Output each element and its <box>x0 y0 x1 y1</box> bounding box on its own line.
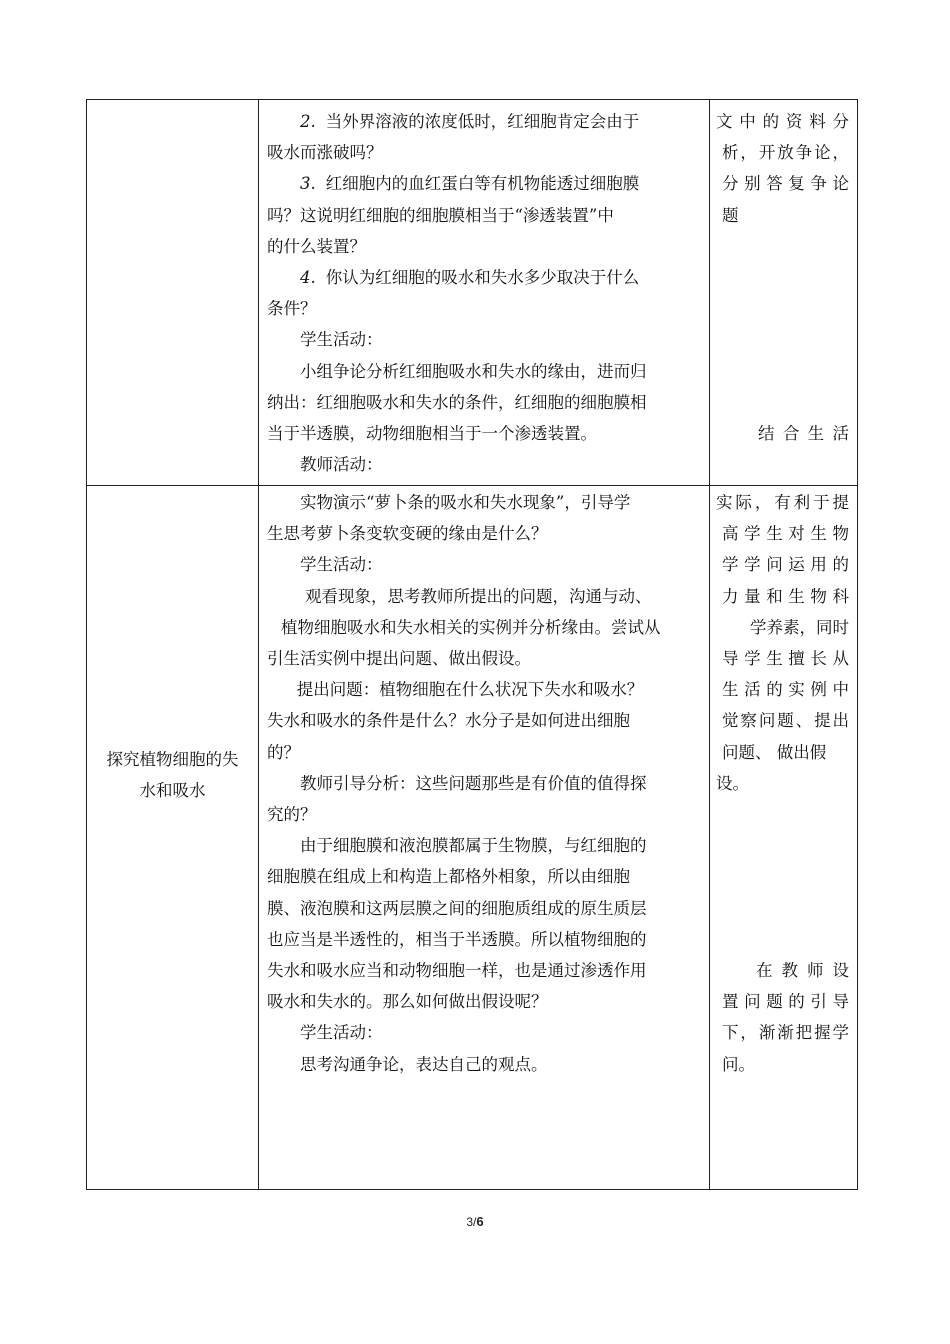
question-3-line <box>267 168 699 199</box>
note-line: 分别答复争论 <box>722 174 849 194</box>
topic-title <box>87 744 258 806</box>
student-activity-label: 学生活动： <box>300 555 383 575</box>
topic-title-line: 水和吸水 <box>139 781 206 801</box>
page-separator: / <box>473 1215 477 1229</box>
question-number: 4. <box>300 268 316 288</box>
reason-line: 也应当是半透性的，相当于半透膜。所以植物细胞的 <box>267 929 647 949</box>
design-intent-cell <box>710 486 857 1080</box>
table-row-red-cell <box>87 100 857 486</box>
question-number: 2. <box>300 112 316 131</box>
guide-line: 究的？ <box>267 805 317 825</box>
note-line: 力量和生物科 <box>722 586 849 606</box>
note-line: 导学生擅长从 <box>722 649 849 669</box>
question-text: 红细胞内的血红蛋白等有机物能透过细胞膜 <box>325 174 640 194</box>
topic-title-line: 探究植物细胞的失 <box>106 750 239 769</box>
note-line: 题 <box>722 205 739 225</box>
question-line: 失水和吸水的条件是什么？水分子是如何进出细胞 <box>267 711 630 731</box>
page-total: 6 <box>476 1214 484 1229</box>
teacher-activity-label: 教师活动： <box>300 455 383 475</box>
note-line: 实际，有利于提 <box>716 493 849 512</box>
note-line: 学养素，同时 <box>750 617 849 637</box>
question-line: 提出问题：植物细胞在什么状况下失水和吸水？ <box>296 680 644 700</box>
note-line: 问题、 做出假 <box>722 742 827 762</box>
question-4-line: 条件？ <box>267 299 317 319</box>
reason-line: 由于细胞膜和液泡膜都属于生物膜，与红细胞的 <box>300 836 647 856</box>
page-number <box>0 1214 950 1229</box>
demo-line: 实物演示“萝卜条的吸水和失水现象”，引导学 <box>300 493 631 512</box>
lesson-plan-table <box>86 99 858 1190</box>
discuss-line: 思考沟通争论，表达自己的观点。 <box>300 1054 548 1074</box>
topic-cell-empty <box>87 100 258 485</box>
page-current: 3 <box>466 1215 474 1229</box>
student-activity-line: 纳出：红细胞吸水和失水的条件，红细胞的细胞膜相 <box>267 392 647 412</box>
note-line: 文中的资料分 <box>716 112 849 131</box>
student-activity-line: 当于半透膜，动物细胞相当于一个渗透装置。 <box>267 424 597 444</box>
guide-line: 教师引导分析：这些问题那些是有价值的值得探 <box>300 773 647 793</box>
question-number: 3. <box>300 174 316 194</box>
activity-cell <box>259 100 709 480</box>
question-3-line: 的什么装置？ <box>267 236 366 256</box>
design-intent-cell <box>710 100 857 449</box>
reason-line: 失水和吸水应当和动物细胞一样，也是通过渗透作用 <box>267 961 647 981</box>
student-activity-line: 小组争论分析红细胞吸水和失水的缘由，进而归 <box>300 361 647 381</box>
observe-line: 植物细胞吸水和失水相关的实例并分析缘由。尝试从 <box>281 617 661 637</box>
table-row-plant-cell <box>87 486 857 1189</box>
question-line: 的？ <box>267 742 300 762</box>
activity-cell <box>259 486 709 1080</box>
note-line: 下，渐渐把握学 <box>722 1023 849 1043</box>
question-2-line: 吸水而涨破吗？ <box>267 143 383 163</box>
question-4-line <box>267 262 699 293</box>
question-3-line: 吗？这说明红细胞的细胞膜相当于“渗透装置”中 <box>267 205 614 225</box>
note-line: 析，开放争论， <box>722 143 849 163</box>
note-line: 设。 <box>716 773 749 793</box>
reason-line: 细胞膜在组成上和构造上都格外相象，所以由细胞 <box>267 867 630 887</box>
student-activity-label: 学生活动： <box>300 1023 383 1043</box>
note-line: 问。 <box>722 1054 755 1074</box>
note-line: 学学问运用的 <box>722 555 849 575</box>
question-2-line <box>267 106 699 137</box>
reason-line: 膜、液泡膜和这两层膜之间的细胞质组成的原生质层 <box>267 898 647 918</box>
question-text: 你认为红细胞的吸水和失水多少取决于什么 <box>325 268 640 288</box>
question-text: 当外界溶液的浓度低时，红细胞肯定会由于 <box>325 112 640 131</box>
note-line: 在教师设 <box>756 961 849 981</box>
note-line: 结合生活 <box>758 423 849 443</box>
observe-line: 观看现象，思考教师所提出的问题，沟通与动、 <box>305 586 652 606</box>
demo-line: 生思考萝卜条变软变硬的缘由是什么？ <box>267 524 548 544</box>
note-line: 置问题的引导 <box>722 992 849 1012</box>
observe-line: 引生活实例中提出问题、做出假设。 <box>267 649 531 669</box>
reason-line: 吸水和失水的。那么如何做出假设呢？ <box>267 992 548 1012</box>
topic-cell <box>87 486 258 1189</box>
note-line: 生活的实例中 <box>722 680 849 700</box>
student-activity-label: 学生活动： <box>300 330 383 350</box>
note-line: 高学生对生物 <box>722 524 849 544</box>
note-line: 觉察问题、提出 <box>722 711 849 731</box>
